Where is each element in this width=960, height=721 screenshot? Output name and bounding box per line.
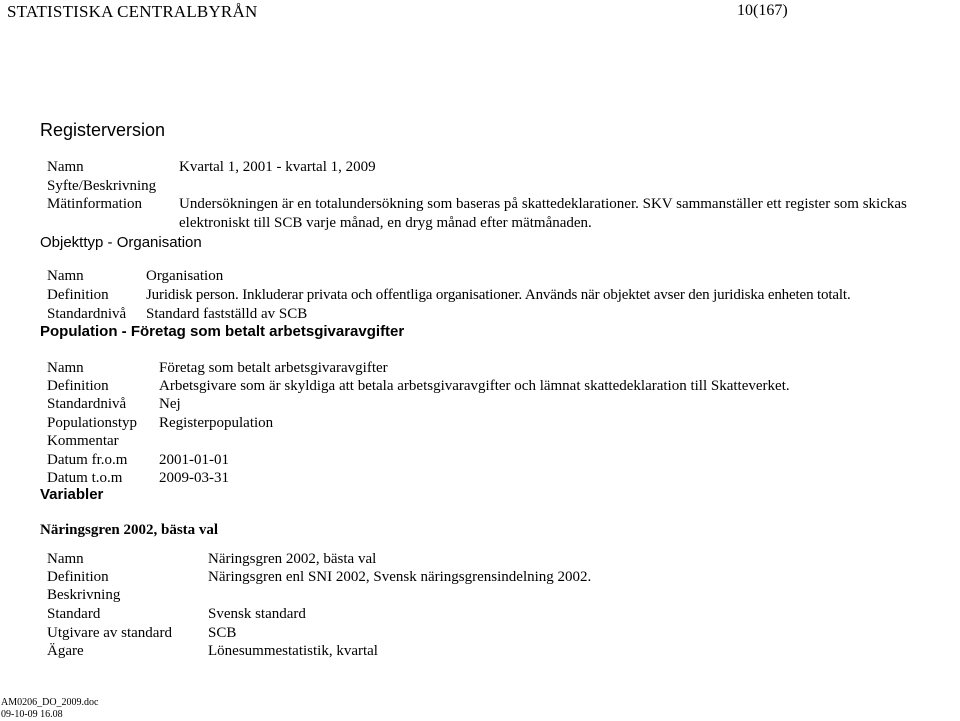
field-label: Utgivare av standard xyxy=(47,625,172,641)
field-value: Svensk standard xyxy=(208,606,306,622)
field-value: Kvartal 1, 2001 - kvartal 1, 2009 xyxy=(179,159,376,175)
field-label: Datum t.o.m xyxy=(47,470,123,486)
field-value: Näringsgren 2002, bästa val xyxy=(208,551,377,567)
header-organization: STATISTISKA CENTRALBYRÅN xyxy=(7,2,258,21)
field-label: Populationstyp xyxy=(47,415,138,431)
field-label: Mätinformation xyxy=(47,196,142,212)
section-heading-population: Population - Företag som betalt arbetsgivaravgifter xyxy=(40,323,405,340)
footer-filename: AM0206_DO_2009.doc xyxy=(1,697,99,708)
header-page-number: 10(167) xyxy=(737,2,788,19)
field-value: Företag som betalt arbetsgivaravgifter xyxy=(159,360,388,376)
field-value: Undersökningen är en totalundersökning som baseras på skattedeklarationer. SKV sammanställer ett register som skickas xyxy=(179,196,907,212)
field-value: Arbetsgivare som är skyldiga att betala arbetsgivaravgifter och lämnat skattedeklaration till Skatteverket. xyxy=(159,378,790,394)
section-heading-variabler: Variabler xyxy=(40,486,104,503)
field-value: Standard fastställd av SCB xyxy=(146,306,308,322)
field-label: Namn xyxy=(47,159,84,175)
field-value: Registerpopulation xyxy=(159,415,274,431)
field-value: Organisation xyxy=(146,268,224,284)
field-value: 2009-03-31 xyxy=(159,470,229,486)
field-label: Beskrivning xyxy=(47,587,121,603)
field-value: SCB xyxy=(208,625,237,641)
field-label: Definition xyxy=(47,287,109,303)
field-value: Näringsgren enl SNI 2002, Svensk näringsgrensindelning 2002. xyxy=(208,569,592,585)
field-label: Namn xyxy=(47,268,84,284)
field-label: Namn xyxy=(47,360,84,376)
field-label: Standardnivå xyxy=(47,306,127,322)
section-heading-registerversion: Registerversion xyxy=(40,120,166,140)
field-label: Definition xyxy=(47,569,109,585)
field-label: Datum fr.o.m xyxy=(47,452,128,468)
field-value: 2001-01-01 xyxy=(159,452,229,468)
variable-heading: Näringsgren 2002, bästa val xyxy=(40,522,219,538)
field-label: Syfte/Beskrivning xyxy=(47,178,157,194)
section-heading-objekttyp: Objekttyp - Organisation xyxy=(40,234,202,251)
footer-date: 09-10-09 16.08 xyxy=(1,709,63,720)
field-value-continuation: elektroniskt till SCB varje månad, en dryg månad efter mätmånaden. xyxy=(179,215,592,231)
field-value: Lönesummestatistik, kvartal xyxy=(208,643,378,659)
field-value: Nej xyxy=(159,396,181,412)
field-label: Definition xyxy=(47,378,109,394)
field-label: Standardnivå xyxy=(47,396,127,412)
field-label: Ägare xyxy=(47,643,84,659)
field-value: Juridisk person. Inkluderar privata och offentliga organisationer. Används när objektet avser den juridiska enheten totalt. xyxy=(146,287,851,303)
field-label: Standard xyxy=(47,606,101,622)
field-label: Kommentar xyxy=(47,433,119,449)
field-label: Namn xyxy=(47,551,84,567)
